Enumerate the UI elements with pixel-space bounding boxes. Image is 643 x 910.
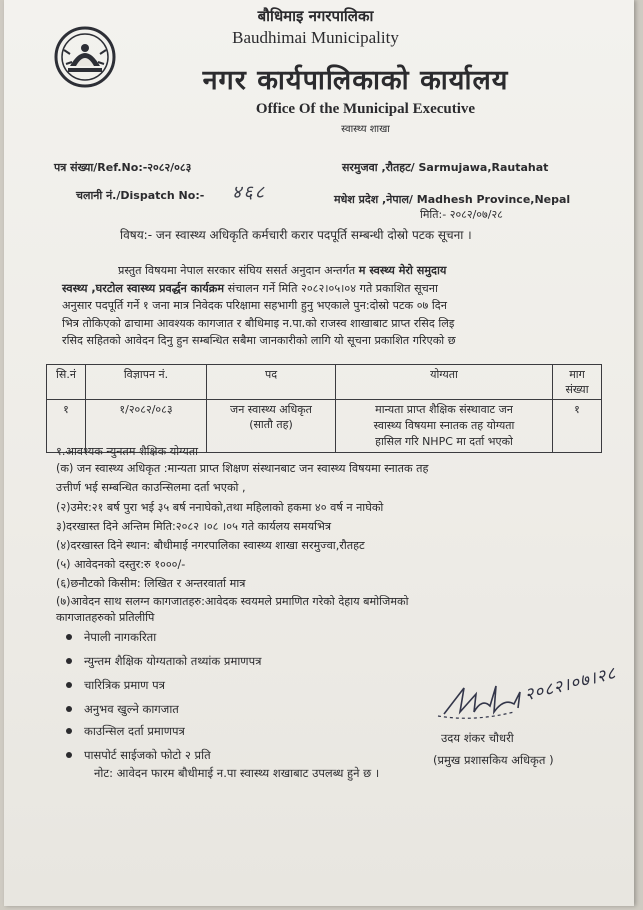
requirement-age: (२)उमेर:२१ बर्ष पुरा भई ३५ बर्ष ननाघेको,तथा महिलाको हकमा ४० वर्ष न नाघेको (56, 501, 384, 514)
requirement-k-line-2: उत्तीर्ण भई सम्बन्धित काउन्सिलमा दर्ता भएको , (56, 481, 246, 494)
body-line-3: अनुसार पदपूर्ति गर्ने १ जना मात्र निवेदक परिक्षामा सहभागी हुनु भएकाले पुन:दोस्रो पटक ०७ दिन (62, 299, 447, 312)
branch-name: स्वास्थ्य शाखा (341, 124, 390, 135)
col-header-qualification: योग्यता (336, 365, 553, 400)
municipality-name-nepali: बौधिमाइ नगरपालिका (257, 7, 374, 25)
qualification-line-1: मान्यता प्राप्त शैक्षिक संस्थावाट जन (375, 403, 513, 416)
ref-number: पत्र संख्या/Ref.No:-२०८२/०८३ (54, 161, 192, 174)
notice-paper (4, 0, 634, 906)
notice-body (62, 262, 592, 350)
body-line-1 (62, 262, 592, 280)
list-item (66, 702, 179, 717)
notice-date: मिति:- २०८२/०७/२८ (420, 208, 503, 221)
office-title-nepali: नगर कार्यपालिकाको कार्यालय (202, 65, 509, 96)
body-line-2 (62, 280, 592, 298)
vacancy-table (46, 364, 602, 453)
program-name-part2: स्वस्थ्य ,घरटोल स्वास्थ्य प्रवर्द्धन कार्यक्रम (62, 281, 225, 295)
body-line-4: भित्र तोकिएको ढाचामा आवश्यक कागजात र बौधिमाइ न.पा.को राजस्व शाखाबाट प्राप्त रसिद लिइ (62, 316, 455, 330)
list-item (66, 724, 185, 739)
requirement-documents-line-2: कागजातहरुको प्रतिलीपि (56, 611, 155, 624)
requirements-heading: १.आवश्यक न्युनतम शैक्षिक योग्यता (56, 445, 199, 458)
cell-qualification (336, 400, 553, 453)
bullet-icon (66, 634, 72, 640)
cell-demand: १ (553, 400, 602, 453)
post-name: जन स्वास्थ्य अधिकृत (230, 403, 312, 416)
document-label: अनुभव खुल्ने कागजात (84, 702, 179, 716)
document-label: काउन्सिल दर्ता प्रमाणपत्र (84, 724, 185, 738)
list-item (66, 630, 156, 645)
bullet-icon (66, 658, 72, 664)
col-header-ad-no: विज्ञापन नं. (86, 365, 207, 400)
office-title-english: Office Of the Municipal Executive (255, 101, 476, 117)
post-level: (सातौ तह) (249, 418, 293, 431)
document-label: नेपाली नागकरिता (84, 630, 157, 644)
cell-post (207, 400, 336, 453)
col-header-demand: माग संख्या (553, 365, 602, 400)
requirement-selection: (६)छनौटको किसीम: लिखित र अन्तरवार्ता मात्र (56, 577, 246, 590)
col-header-post: पद (207, 365, 336, 400)
body-line-2-text: संचालन गर्ने मिति २०८२।०५।०४ गते प्रकाशित सूचना (224, 281, 438, 295)
col-header-sn: सि.नं (47, 365, 86, 400)
program-name-part1: म स्वस्थ्य मेरो समुदाय (358, 264, 447, 277)
requirement-documents-line-1: (७)आवेदन साथ सलग्न कागजातहरु:आवेदक स्वयमले प्रमाणित गरेको देहाय बमोजिमको (56, 595, 409, 608)
bullet-icon (66, 752, 72, 758)
requirement-k-line-1: (क) जन स्वास्थ्य अधिकृत :मान्यता प्राप्त शिक्षण संस्थानबाट जन स्वास्थ्य विषयमा स्नातक तह (56, 462, 429, 475)
requirement-fee: (५) आवेदनको दस्तुर:रु १०००/- (56, 558, 186, 571)
qualification-line-3: हासिल गरि NHPC मा दर्ता भएको (375, 435, 513, 448)
bullet-icon (66, 682, 72, 688)
note: नोट: आवेदन फारम बौधीमाई न.पा स्वास्थ्य शखाबाट उपलब्ध हुने छ । (94, 766, 380, 780)
list-item (66, 748, 211, 763)
document-label: चारित्रिक प्रमाण पत्र (84, 678, 166, 692)
bullet-icon (66, 728, 72, 734)
subject: विषय:- जन स्वास्थ्य अधिकृति कर्मचारी करार पदपूर्ति सम्बन्धी दोस्रो पटक सूचना । (120, 228, 472, 242)
bullet-icon (66, 706, 72, 712)
body-line-1-text: प्रस्तुत विषयमा नेपाल सरकार संघिय ससर्त अनुदान अन्तर्गत (118, 264, 359, 277)
signer-name: उदय शंकर चौधरी (441, 731, 514, 745)
qualification-line-2: स्वास्थ्य विषयमा स्नातक तह योग्यता (373, 419, 515, 432)
cell-ad-no: १/२०८२/०८३ (86, 400, 207, 453)
cell-sn: १ (47, 400, 86, 453)
signature-date: २०८२।०७।२८ (522, 663, 619, 706)
list-item (66, 678, 165, 693)
municipality-name-english: Baudhimai Municipality (232, 28, 399, 47)
requirement-place: (४)दरखास्त दिने स्थान: बौधीमाई नगरपालिका स्वास्थ्य शाखा सरमुज्वा,रौतहट (56, 539, 365, 552)
document-label: पासपोर्ट साईजको फोटो २ प्रति (84, 748, 211, 762)
document-label: न्युन्तम शैक्षिक योग्यताको तथ्यांक प्रमाणपत्र (84, 654, 262, 668)
province: मधेश प्रदेश ,नेपाल/ Madhesh Province,Nepal (334, 193, 571, 206)
dispatch-number: ४६८ (232, 182, 267, 203)
dispatch-label: चलानी नं./Dispatch No:- (76, 189, 205, 202)
location: सरमुजवा ,रौतहट/ Sarmujawa,Rautahat (342, 161, 549, 174)
table-header-row (47, 365, 602, 400)
list-item (66, 654, 262, 669)
body-line-5: रसिद सहितको आवेदन दिनु हुन सम्बन्धित सबैमा जानकारीको लागि यो सूचना प्रकाशित गरिएको छ (62, 334, 456, 347)
requirement-deadline: ३)दरखास्त दिने अन्तिम मिति:२०८२ ।०८ ।०५ गते कार्यलय समयभित्र (56, 520, 331, 533)
signer-title: (प्रमुख प्रशासकिय अधिकृत ) (433, 753, 554, 767)
